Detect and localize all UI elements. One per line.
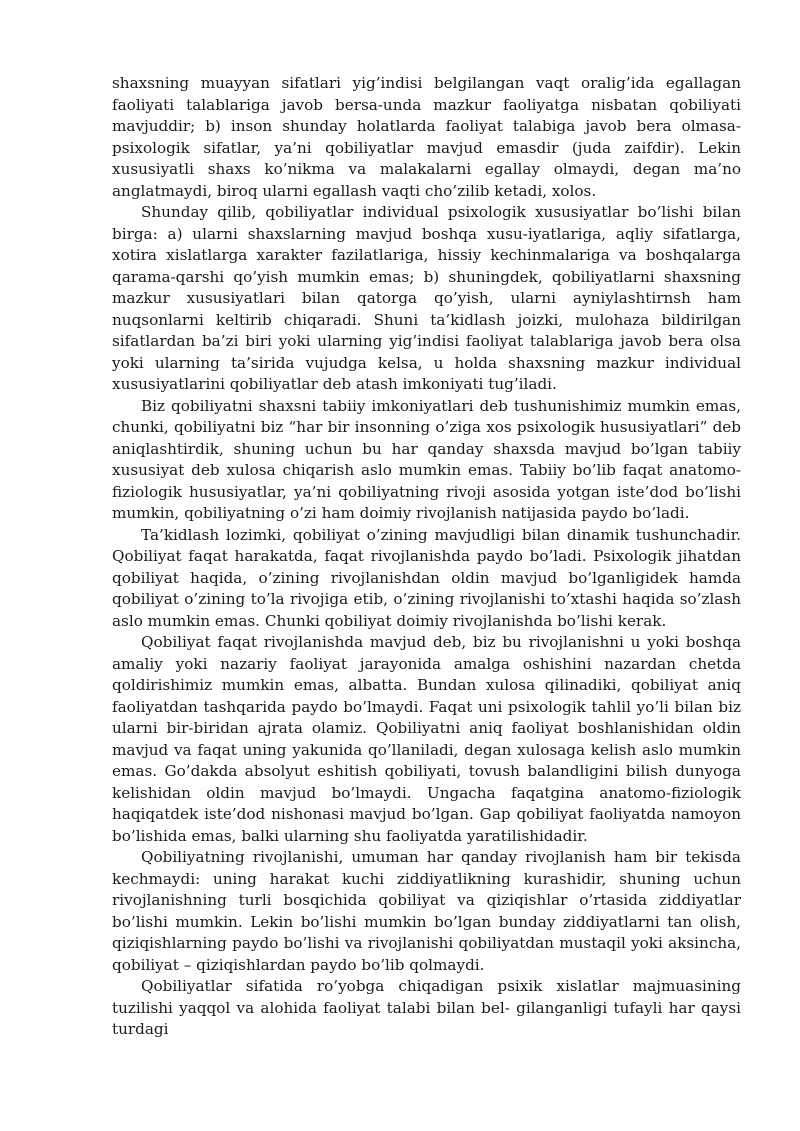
paragraph: Shunday qilib, qobiliyatlar individual psixologik xususiyatlar bo’lishi bilan birga: a) ularni shaxslarning mavjud boshqa xusu-iyatlariga, aqliy sifatlarga, xotira xislatlarga xarakter fazilatlariga, hissiy kechinmalariga va boshqalarga qarama-qarshi qo’yish mumkin emas; b) shuningdek, qobiliyatlarni shaxsning mazkur xususiyatlari bilan qatorga qo’yish, ularni ayniylashtirnsh ham nuqsonlarni keltirib chiqaradi. Shuni ta’kidlash joizki, mulohaza bildirilgan sifatlardan ba’zi biri yoki ularning yig’indisi faoliyat talablariga javob bera olsa yoki ularning ta’sirida vujudga kelsa, u holda shaxsning mazkur individual xususiyatlarini qobiliyatlar deb atash imkoniyati tug’iladi. [112, 203, 741, 393]
paragraph: Ta’kidlash lozimki, qobiliyat o’zining mavjudligi bilan dinamik tushunchadir. Qobiliyat faqat harakatda, faqat rivojlanishda paydo bo’ladi. Psixologik jihatdan qobiliyat haqida, o’zining rivojlanishdan oldin mavjud bo’lganligidek hamda qobiliyat o’zining to’la rivojiga etib, o’zining rivojlanishi to’xtashi haqida so’zlash aslo mumkin emas. Chunki qobiliyat doimiy rivojlanishda bo’lishi kerak. [112, 525, 741, 630]
document-body [112, 73, 741, 1041]
paragraph: Qobiliyat faqat rivojlanishda mavjud deb, biz bu rivojlanishni u yoki boshqa amaliy yoki nazariy faoliyat jarayonida amalga oshishini nazardan chetda qoldirishimiz mumkin emas, albatta. Bundan xulosa qilinadiki, qobiliyat aniq faoliyatdan tashqarida paydo bo’lmaydi. Faqat uni psixologik tahlil yo’li bilan biz ularni bir-biridan ajrata olamiz. Qobiliyatni aniq faoliyat boshlanishidan oldin mavjud va faqat uning yakunida qo’llaniladi, degan xulosaga kelish aslo mumkin emas. Go’dakda absolyut eshitish qobiliyati, tovush balandligini bilish dunyoga kelishidan oldin mavjud bo’lmaydi. Ungacha faqatgina anatomo-fiziologik haqiqatdek iste’dod nishonasi mavjud bo’lgan. Gap qobiliyat faoliyatda namoyon bo’lishida emas, balki ularning shu faoliyatda yaratilishidadir. [112, 633, 741, 845]
paragraph: Qobiliyatning rivojlanishi, umuman har qanday rivojlanish ham bir tekisda kechmaydi: uning harakat kuchi ziddiyatlikning kurashidir, shuning uchun rivojlanishning turli bosqichida qobiliyat va qiziqishlar o’rtasida ziddiyatlar bo’lishi mumkin. Lekin bo’lishi mumkin bo’lgan bunday ziddiyatlarni tan olish, qiziqishlarning paydo bo’lishi va rivojlanishi qobiliyatdan mustaqil yoki aksincha, qobiliyat – qiziqishlardan paydo bo’lib qolmaydi. [112, 848, 741, 974]
paragraph: Biz qobiliyatni shaxsni tabiiy imkoniyatlari deb tushunishimiz mumkin emas, chunki, qobiliyatni biz “har bir insonning o’ziga xos psixologik hususiyatlari” deb aniqlashtirdik, shuning uchun bu har qanday shaxsda mavjud bo’lgan tabiiy xususiyat deb xulosa chiqarish aslo mumkin emas. Tabiiy bo’lib faqat anatomo-fiziologik hususiyatlar, ya’ni qobiliyatning rivoji asosida yotgan iste’dod bo’lishi mumkin, qobiliyatning o’zi ham doimiy rivojlanish natijasida paydo bo’ladi. [112, 396, 741, 522]
paragraph: Qobiliyatlar sifatida ro’yobga chiqadigan psixik xislatlar majmuasining tuzilishi yaqqol va alohida faoliyat talabi bilan bel- gilanganligi tufayli har qaysi turdagi [112, 977, 741, 1038]
paragraph-continuation: shaxsning muayyan sifatlari yig’indisi belgilangan vaqt oralig’ida egallagan faoliyati talablariga javob bersa-unda mazkur faoliyatga nisbatan qobiliyati mavjuddir; b) inson shunday holatlarda faoliyat talabiga javob bera olmasa-psixologik sifatlar, ya’ni qobiliyatlar mavjud emasdir (juda zaifdir). Lekin xususiyatli shaxs ko’nikma va malakalarni egallay olmaydi, degan ma’no anglatmaydi, biroq ularni egallash vaqti cho’zilib ketadi, xolos. [112, 74, 741, 200]
